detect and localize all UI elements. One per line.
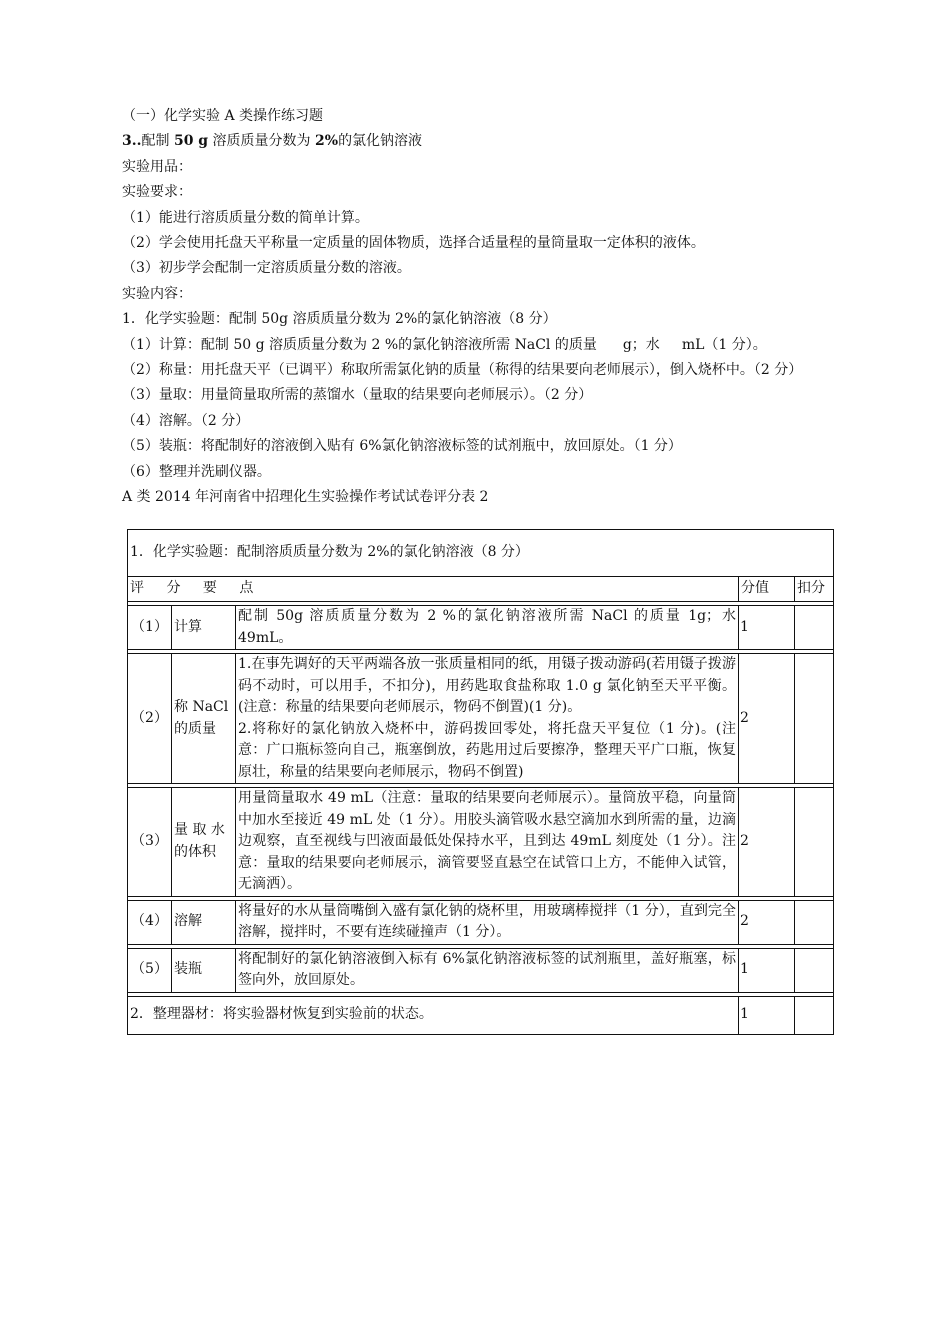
final-row-deduct (795, 996, 834, 1034)
table-title: 1．化学实验题：配制溶质质量分数为 2%的氯化钠溶液（8 分） (128, 530, 834, 577)
table-caption: A 类 2014 年河南省中招理化生实验操作考试试卷评分表 2 (122, 489, 489, 506)
row-score: 2 (739, 654, 795, 784)
title-part-c: 溶质质量分数为 (208, 133, 316, 150)
row-description-part: 1.在事先调好的天平两端各放一张质量相同的纸，用镊子拨动游码(若用镊子拨游码不动时，可以用手，不扣分)，用药匙取食盐称取 1.0 g 氯化钠至天平平衡。(注意：称量的结果要向老师展示，物码不倒置)(1 分)。 (238, 656, 736, 715)
row-score: 2 (739, 788, 795, 897)
exercise-title (122, 129, 842, 154)
row-description: 将量好的水从量筒嘴倒入盛有氯化钠的烧杯里，用玻璃棒搅拌（1 分），直到完全溶解，搅拌时，不要有连续碰撞声（1 分）。 (236, 900, 739, 944)
title-part-b: 50 g (173, 133, 209, 150)
row-description: 配制 50g 溶质质量分数为 2 %的氯化钠溶液所需 NaCl 的质量 1g；水 49mL。 (236, 606, 739, 650)
header-points-label: 评 分 要 点 (130, 580, 263, 597)
row-score: 1 (739, 948, 795, 992)
row-description (236, 654, 739, 784)
row-name: 溶解 (172, 900, 236, 944)
content-step-weighing: （2）称量：用托盘天平（已调平）称取所需氯化钠的质量（称得的结果要向老师展示），倒入烧杯中。（2 分） (122, 362, 803, 379)
table-title-row (128, 530, 834, 577)
row-number: （4） (128, 900, 172, 944)
scoring-table (127, 529, 834, 1035)
title-part-a: 配制 (141, 133, 174, 150)
title-part-e: 的氯化钠溶液 (338, 133, 423, 150)
row-score: 2 (739, 900, 795, 944)
row-description: 用量筒量取水 49 mL（注意：量取的结果要向老师展示）。量筒放平稳，向量筒中加水至接近 49 mL 处（1 分）。用胶头滴管吸水悬空滴加水到所需的量，边滴边观察，直至视线与凹液面最低处保持水平，且到达 49mL 刻度处（1 分）。注意：量取的结果要向老师展示，滴管要竖直悬空在试管口上方，不能伸入试管，无滴洒）。 (236, 788, 739, 897)
requirement-item: （3）初步学会配制一定溶质质量分数的溶液。 (122, 260, 411, 277)
materials-label: 实验用品： (122, 158, 192, 175)
table-row (128, 654, 834, 784)
content-step-dissolving: （4）溶解。（2 分） (122, 412, 250, 429)
table-row (128, 900, 834, 944)
row-number: （5） (128, 948, 172, 992)
content-step-cleanup: （6）整理并洗刷仪器。 (122, 463, 271, 480)
row-name: 称 NaCl 的质量 (172, 654, 236, 784)
row-deduct (795, 654, 834, 784)
table-row (128, 788, 834, 897)
step-text: g；水 (622, 336, 660, 353)
step-text: （1）计算：配制 50 g 溶质质量分数为 2 %的氯化钠溶液所需 NaCl 的质量 (122, 336, 597, 353)
row-deduct (795, 788, 834, 897)
final-row-text: 2．整理器材：将实验器材恢复到实验前的状态。 (128, 996, 739, 1034)
header-points (128, 577, 739, 602)
table-row (128, 948, 834, 992)
row-number: （2） (128, 654, 172, 784)
content-step-bottling: （5）装瓶：将配制好的溶液倒入贴有 6%氯化钠溶液标签的试剂瓶中，放回原处。（1 分） (122, 438, 682, 455)
table-row (128, 606, 834, 650)
row-description: 将配制好的氯化钠溶液倒入标有 6%氯化钠溶液标签的试剂瓶里，盖好瓶塞，标签向外，放回原处。 (236, 948, 739, 992)
row-name: 装瓶 (172, 948, 236, 992)
step-text: mL（1 分）。 (681, 336, 767, 353)
row-name: 计算 (172, 606, 236, 650)
table-final-row (128, 996, 834, 1034)
requirements-label: 实验要求： (122, 184, 192, 201)
content-step-measuring: （3）量取：用量筒量取所需的蒸馏水（量取的结果要向老师展示）。（2 分） (122, 387, 593, 404)
row-deduct (795, 900, 834, 944)
document-body (122, 104, 842, 511)
title-number: 3.. (122, 133, 142, 150)
content-label: 实验内容： (122, 285, 192, 302)
final-row-score: 1 (739, 996, 795, 1034)
row-number: （3） (128, 788, 172, 897)
requirement-item: （1）能进行溶质质量分数的简单计算。 (122, 209, 369, 226)
row-score: 1 (739, 606, 795, 650)
row-number: （1） (128, 606, 172, 650)
row-deduct (795, 948, 834, 992)
content-item: 1．化学实验题：配制 50g 溶质质量分数为 2%的氯化钠溶液（8 分） (122, 311, 557, 328)
row-deduct (795, 606, 834, 650)
table-header-row (128, 577, 834, 602)
row-description-part: 2.将称好的氯化钠放入烧杯中，游码拨回零处，将托盘天平复位（1 分)。(注意：广口瓶标签向自己，瓶塞倒放，药匙用过后要擦净，整理天平广口瓶，恢复原壮，称量的结果要向老师展示，物码不倒置) (238, 720, 736, 780)
requirement-item: （2）学会使用托盘天平称量一定质量的固体物质，选择合适量程的量筒量取一定体积的液体。 (122, 235, 705, 252)
header-score: 分值 (739, 577, 795, 602)
content-step-calculation (122, 333, 842, 358)
header-deduct: 扣分 (795, 577, 834, 602)
section-heading: （一）化学实验 A 类操作练习题 (122, 108, 324, 124)
title-part-d: 2% (315, 133, 339, 150)
row-name: 量 取 水 的体积 (172, 788, 236, 897)
